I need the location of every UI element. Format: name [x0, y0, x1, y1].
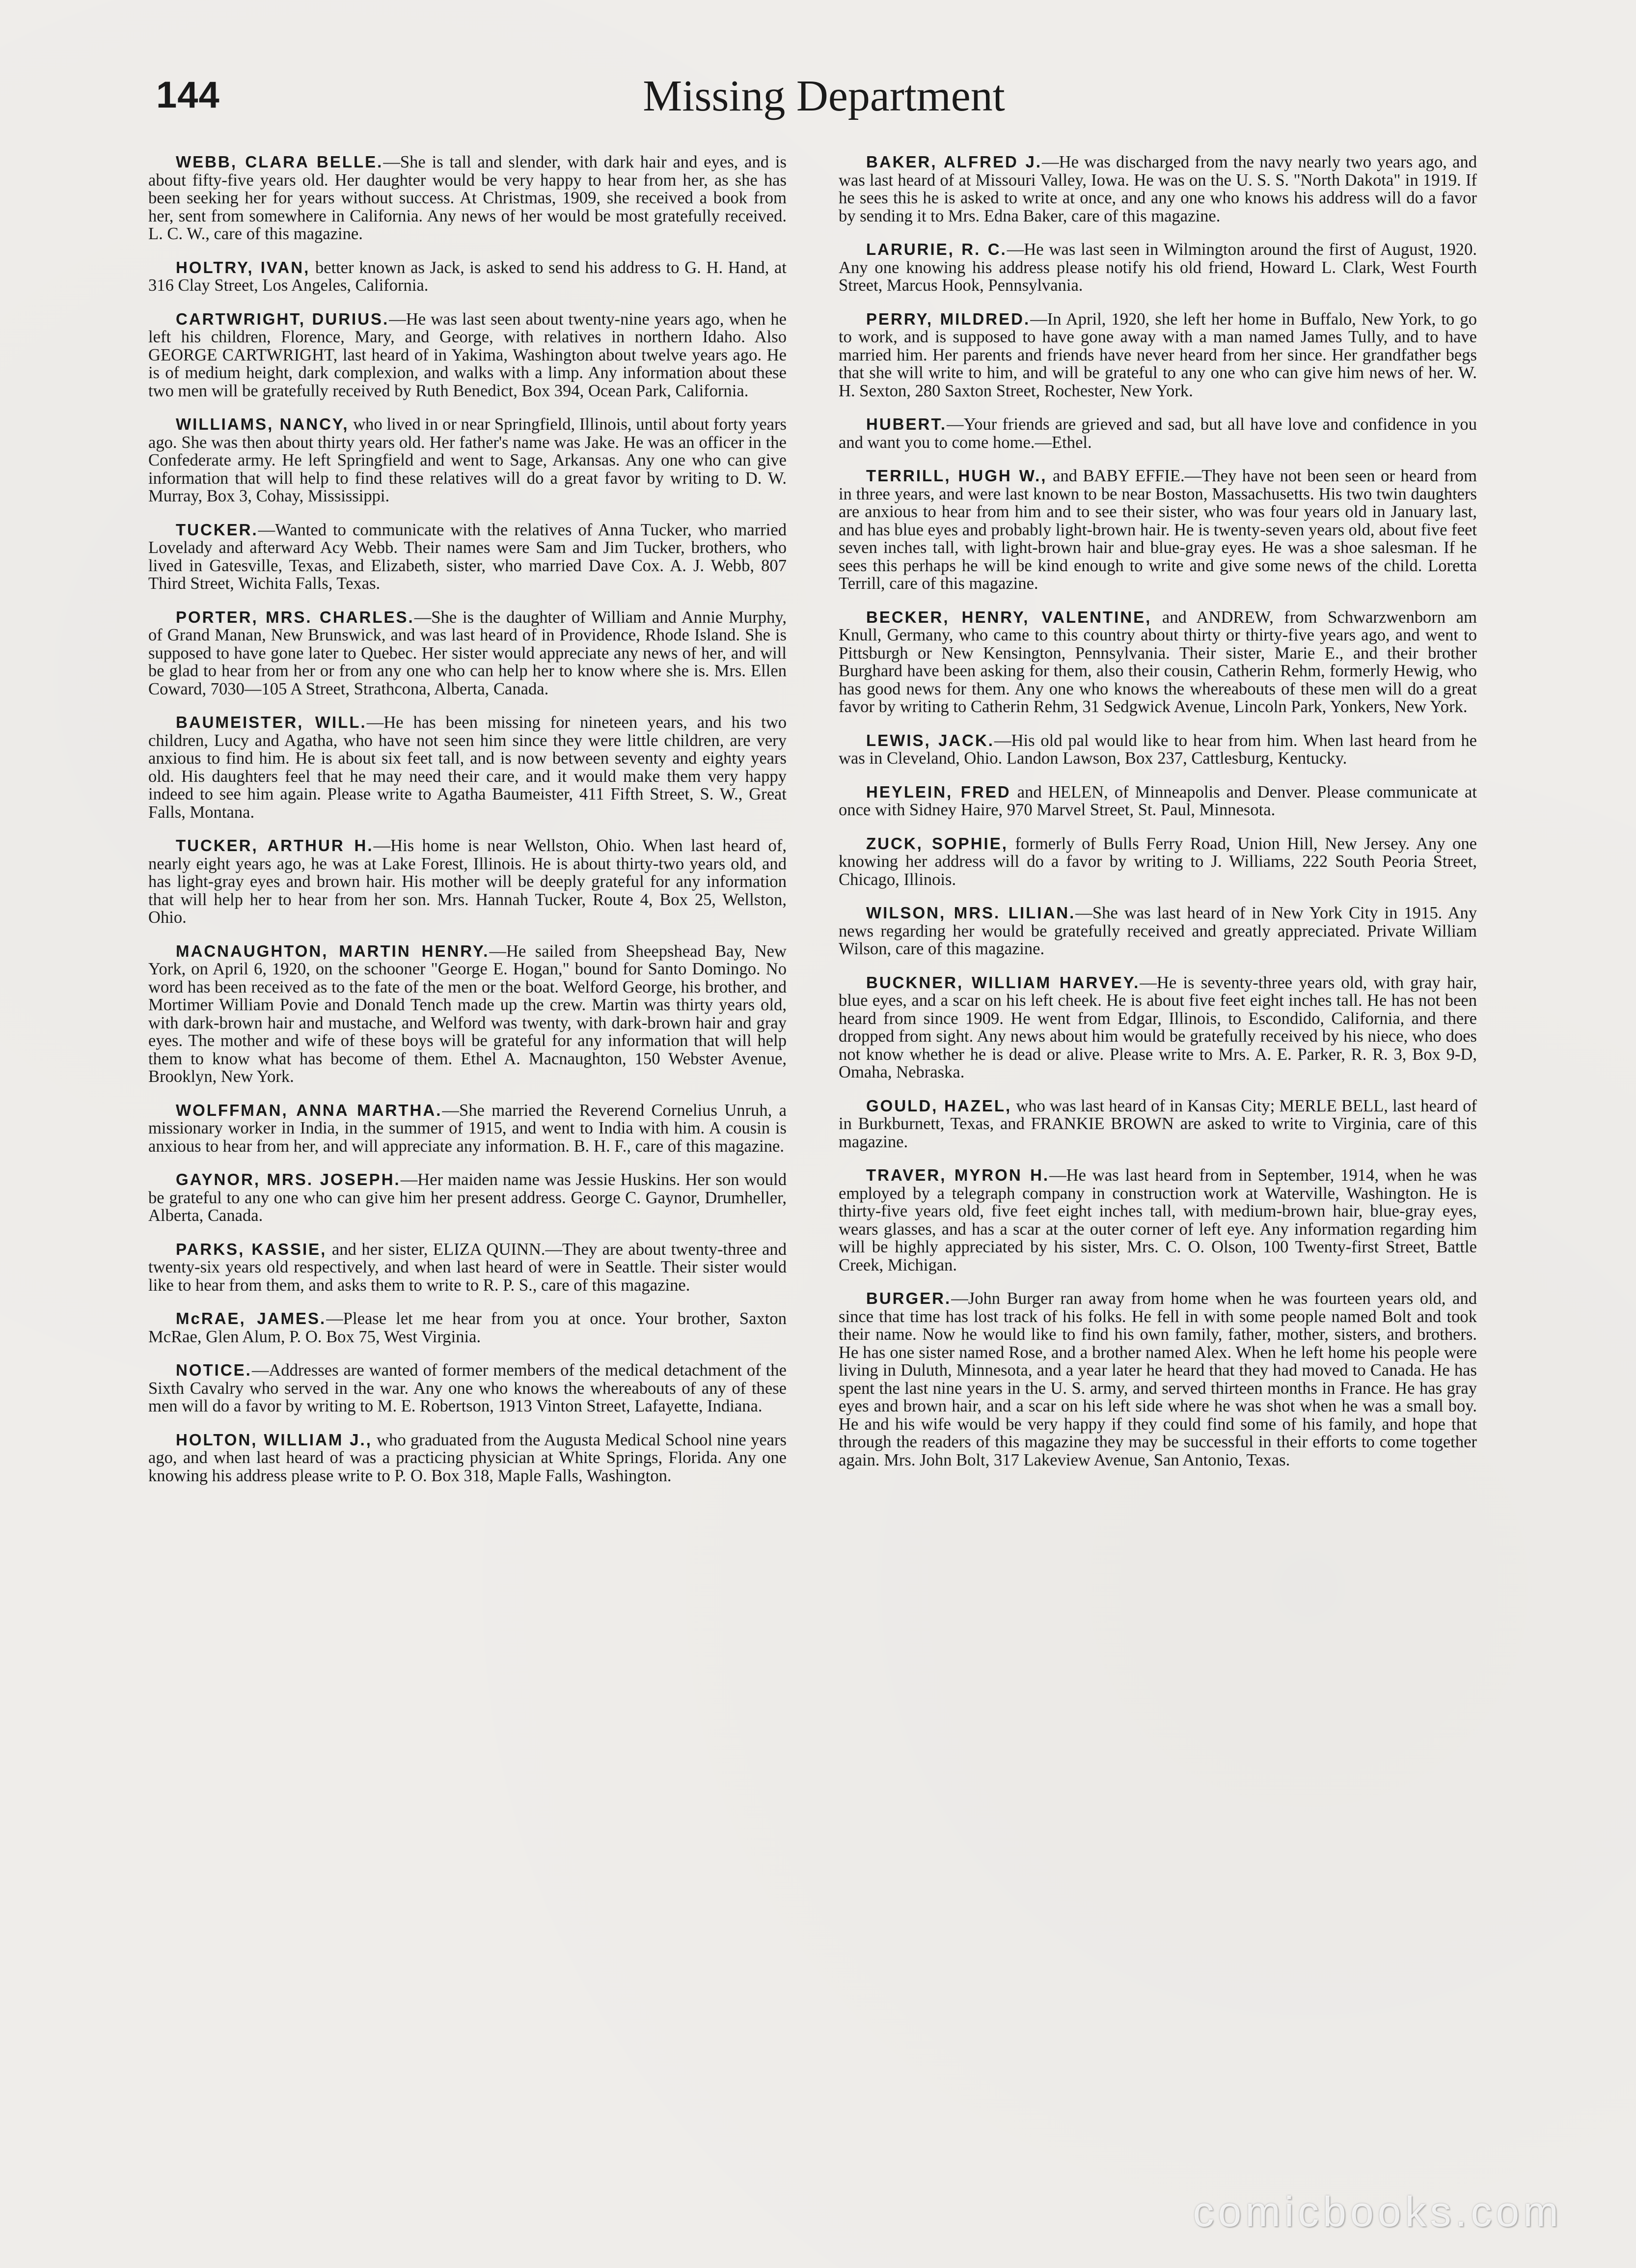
entry-name: WILSON, MRS. LILIAN.	[866, 904, 1076, 922]
entry-text: —He was discharged from the navy nearly two years ago, and was last heard of at Missouri Valley, Iowa. He was on the U. S. S. "North Dakota" in 1919. If he sees this he is asked to write at once, and any one who knows his address will do a favor by sending it to Mrs. Edna Baker, care of this magazine.	[839, 153, 1477, 225]
entry-text: —He was last seen in Wilmington around the first of August, 1920. Any one knowing his address please notify his old friend, Howard L. Clark, West Fourth Street, Marcus Hook, Pennsylvania.	[839, 240, 1477, 295]
notice-entry	[148, 714, 787, 821]
entry-text: —His old pal would like to hear from him. When last heard from he was in Cleveland, Ohio. Landon Lawson, Box 237, Cattlesburg, Kentucky.	[839, 731, 1477, 768]
entry-name: HEYLEIN, FRED	[866, 782, 1011, 801]
notice-entry	[148, 259, 787, 295]
entry-name: WILLIAMS, NANCY,	[176, 415, 349, 433]
notice-entry	[839, 904, 1477, 958]
entry-text: —He has been missing for nineteen years, and his two children, Lucy and Agatha, who have not seen him since they were little children, are very anxious to find him. He is about six feet tall, and is now between seventy and eighty years old. His daughters feel that he may need their care, and it would make them very happy indeed to see him again. Please write to Agatha Baumeister, 411 Fifth Street, S. W., Great Falls, Montana.	[148, 713, 787, 822]
entry-name: WEBB, CLARA BELLE.	[176, 153, 383, 171]
notice-entry	[839, 153, 1477, 225]
notice-entry	[148, 608, 787, 698]
notice-entry	[839, 1290, 1477, 1469]
entry-text: —She married the Reverend Cornelius Unruh, a missionary worker in India, in the summer of 1915, and went to India with him. A cousin is anxious to hear from her, and will appreciate any information. B. H. F., care of this magazine.	[148, 1101, 787, 1156]
notice-entry	[148, 310, 787, 400]
entry-name: HOLTRY, IVAN,	[176, 258, 310, 277]
entry-text: and BABY EFFIE.—They have not been seen or heard from in three years, and were last known to be near Boston, Massachusetts. His two twin daughters are anxious to hear from him and to see their sister, who was four years old in January last, and has blue eyes and probably light-brown hair. He is twenty-seven years old, about five feet seven inches tall, with light-brown hair and blue-gray eyes. He was a shoe salesman. If he sees this perhaps he will be kind enough to write and give some news of the child. Loretta Terrill, care of this magazine.	[839, 467, 1477, 593]
entry-name: HUBERT.	[866, 415, 947, 433]
page-header	[156, 74, 1492, 133]
entry-name: LEWIS, JACK.	[866, 731, 994, 749]
notice-entry	[148, 1310, 787, 1346]
entry-name: BAUMEISTER, WILL.	[176, 713, 367, 731]
page-number: 144	[156, 74, 220, 116]
notice-entry	[148, 1171, 787, 1225]
entry-text: —Her maiden name was Jessie Huskins. Her son would be grateful to any one who can give him her present address. George C. Gaynor, Drumheller, Alberta, Canada.	[148, 1170, 787, 1225]
entry-text: —John Burger ran away from home when he was fourteen years old, and since that time has lost track of his folks. He fell in with some people named Bolt and took their name. Now he would like to find his own family, father, mother, sisters, and brothers. He has one sister named Rose, and a brother named Alex. When he left home his people were living in Duluth, Minnesota, and a year later he heard that they had moved to Canada. He has spent the last nine years in the U. S. army, and served thirteen months in France. He has gray eyes and brown hair, and a scar on his left side where he was shot when he was a small boy. He and his wife would be very happy if they could find some of his family, and hope that through the readers of this magazine they may be successful in their efforts to come together again. Mrs. John Bolt, 317 Lakeview Avenue, San Antonio, Texas.	[839, 1289, 1477, 1469]
entry-name: BURGER.	[866, 1289, 952, 1307]
entry-name: NOTICE.	[176, 1361, 252, 1379]
entry-name: TUCKER.	[176, 520, 258, 539]
entry-name: WOLFFMAN, ANNA MARTHA.	[176, 1101, 442, 1119]
left-column	[148, 153, 787, 1500]
entry-text: —Your friends are grieved and sad, but all have love and confidence in you and want you to come home.—Ethel.	[839, 415, 1477, 452]
entry-text: —He was last heard from in September, 1914, when he was employed by a telegraph company in construction work at Waterville, Washington. He is thirty-five years old, five feet eight inches tall, with medium-brown hair, blue-gray eyes, wears glasses, and has a scar at the outer corner of left eye. Any information regarding him will be highly appreciated by his sister, Mrs. C. O. Olson, 100 Twenty-first Street, Battle Creek, Michigan.	[839, 1166, 1477, 1274]
entry-name: LARURIE, R. C.	[866, 240, 1007, 258]
entry-name: PARKS, KASSIE,	[176, 1240, 327, 1258]
notice-entry	[839, 835, 1477, 889]
notice-entry	[839, 732, 1477, 768]
entry-name: McRAE, JAMES.	[176, 1309, 327, 1328]
notice-entry	[148, 521, 787, 593]
notice-entry	[839, 783, 1477, 819]
entry-text: —He was last seen about twenty-nine years ago, when he left his children, Florence, Mary, and George, with relatives in northern Idaho. Also GEORGE CARTWRIGHT, last heard of in Yakima, Washington about twelve years ago. He is of medium height, dark complexion, and walks with a limp. Any information about these two men will be gratefully received by Ruth Benedict, Box 394, Ocean Park, California.	[148, 309, 787, 400]
notice-entry	[839, 467, 1477, 593]
running-title: Missing Department	[643, 72, 1005, 120]
entry-name: GOULD, HAZEL,	[866, 1096, 1012, 1115]
entry-text: who lived in or near Springfield, Illinois, until about forty years ago. She was then about thirty years old. Her father's name was Jake. He was an officer in the Confederate army. He left Springfield and went to Sage, Arkansas. Any one who can give information that will help to find these relatives will do a great favor by writing to D. W. Murray, Box 3, Cohay, Mississippi.	[148, 415, 787, 505]
right-column	[839, 153, 1477, 1485]
notice-entry	[839, 608, 1477, 716]
entry-text: better known as Jack, is asked to send his address to G. H. Hand, at 316 Clay Street, Los Angeles, California.	[148, 258, 787, 295]
entry-text: —She is tall and slender, with dark hair and eyes, and is about fifty-five years old. Her daughter would be very happy to hear from her, as she has been seeking her for years without success. At Christmas, 1909, she received a book from her, sent from somewhere in California. Any news of her would be most gratefully received. L. C. W., care of this magazine.	[148, 153, 787, 243]
entry-name: BAKER, ALFRED J.	[866, 153, 1042, 171]
entry-text: —Please let me hear from you at once. Your brother, Saxton McRae, Glen Alum, P. O. Box 75, West Virginia.	[148, 1309, 787, 1346]
entry-text: and her sister, ELIZA QUINN.—They are about twenty-three and twenty-six years old respectively, and when last heard of were in Seattle. Their sister would like to hear from them, and asks them to write to R. P. S., care of this magazine.	[148, 1240, 787, 1295]
entry-name: TERRILL, HUGH W.,	[866, 467, 1047, 485]
entry-text: —Addresses are wanted of former members of the medical detachment of the Sixth Cavalry who served in the war. Any one who knows the whereabouts of any of these men will do a favor by writing to M. E. Robertson, 1913 Vinton Street, Lafayette, Indiana.	[148, 1361, 787, 1415]
notice-entry	[148, 153, 787, 243]
notice-entry	[148, 1361, 787, 1415]
entry-text: who graduated from the Augusta Medical School nine years ago, and when last heard of was a practicing physician at White Springs, Florida. Any one knowing his address please write to P. O. Box 318, Maple Falls, Washington.	[148, 1430, 787, 1485]
notice-entry	[839, 241, 1477, 295]
notice-entry	[839, 415, 1477, 451]
notice-entry	[148, 837, 787, 927]
entry-text: —She is the daughter of William and Annie Murphy, of Grand Manan, New Brunswick, and was last heard of in Providence, Rhode Island. She is supposed to have gone later to Quebec. Her sister would appreciate any news of her, and will be glad to hear from her or from any one who can help her to know where she is. Mrs. Ellen Coward, 7030—105 A Street, Strathcona, Alberta, Canada.	[148, 608, 787, 698]
entry-text: and ANDREW, from Schwarzwenborn am Knull, Germany, who came to this country about thirty or thirty-five years ago, and went to Pittsburgh or New Kensington, Pennsylvania. Their sister, Marie E., and their brother Burghard have been asking for them, also their cousin, Catherin Rehm, formerly Hewig, who has good news for them. Any one who knows the whereabouts of these men will do a great favor by writing to Catherin Rehm, 31 Sedgwick Avenue, Lincoln Park, Yonkers, New York.	[839, 608, 1477, 716]
notice-entry	[148, 1431, 787, 1485]
notice-entry	[839, 310, 1477, 400]
notice-entry	[148, 1241, 787, 1295]
notice-entry	[148, 942, 787, 1086]
entry-name: HOLTON, WILLIAM J.,	[176, 1430, 372, 1449]
entry-text: formerly of Bulls Ferry Road, Union Hill, New Jersey. Any one knowing her address will do a favor by writing to J. Williams, 222 South Peoria Street, Chicago, Illinois.	[839, 834, 1477, 889]
entry-name: GAYNOR, MRS. JOSEPH.	[176, 1170, 401, 1189]
entry-text: —He is seventy-three years old, with gray hair, blue eyes, and a scar on his left cheek. He is about five feet eight inches tall. He has not been heard from since 1909. He went from Edgar, Illinois, to Escondido, California, and there dropped from sight. Any news about him would be gratefully received by his niece, who does not know whether he is dead or alive. Please write to Mrs. A. E. Parker, R. R. 3, Box 9-D, Omaha, Nebraska.	[839, 973, 1477, 1081]
entry-name: BUCKNER, WILLIAM HARVEY.	[866, 973, 1140, 992]
entry-text: and HELEN, of Minneapolis and Denver. Please communicate at once with Sidney Haire, 970 Marvel Street, St. Paul, Minnesota.	[839, 782, 1477, 819]
entry-text: —Wanted to communicate with the relatives of Anna Tucker, who married Lovelady and afterward Acy Webb. Their names were Sam and Jim Tucker, brothers, who lived in Gatesville, Texas, and Elizabeth, sister, who married Dave Cox. A. J. Webb, 807 Third Street, Wichita Falls, Texas.	[148, 520, 787, 593]
notice-entry	[839, 1166, 1477, 1274]
watermark: comicbooks.com	[1193, 2188, 1562, 2236]
entry-name: TRAVER, MYRON H.	[866, 1166, 1050, 1184]
entry-name: BECKER, HENRY, VALENTINE,	[866, 608, 1152, 626]
entry-text: —In April, 1920, she left her home in Buffalo, New York, to go to work, and is supposed to have gone away with a man named James Tully, and to have married him. Her parents and friends have never heard from her since. Her grandfather begs that she will write to him, and will be grateful to any one who can give him news of her. W. H. Sexton, 280 Saxton Street, Rochester, New York.	[839, 309, 1477, 400]
notice-entry	[839, 1097, 1477, 1151]
entry-name: TUCKER, ARTHUR H.	[176, 836, 374, 855]
entry-text: —She was last heard of in New York City in 1915. Any news regarding her would be gratefully received and greatly appreciated. Private William Wilson, care of this magazine.	[839, 904, 1477, 958]
notice-entry	[839, 974, 1477, 1081]
entry-text: —His home is near Wellston, Ohio. When last heard of, nearly eight years ago, he was at Lake Forest, Illinois. He is about thirty-two years old, and has light-gray eyes and brown hair. His mother will be deeply grateful for any information that will help her to hear from her son. Mrs. Hannah Tucker, Route 4, Box 25, Wellston, Ohio.	[148, 836, 787, 927]
entry-name: CARTWRIGHT, DURIUS.	[176, 309, 389, 328]
entry-text: —He sailed from Sheepshead Bay, New York, on April 6, 1920, on the schooner "George E. Hogan," bound for Santo Domingo. No word has been received as to the fate of the men or the boat. Welford George, his brother, and Mortimer William Povie and Donald Tench made up the crew. Martin was thirty years old, with dark-brown hair and mustache, and Welford was twenty, with dark-brown hair and gray eyes. The mother and wife of these boys will be grateful for any information that will help them to know what has become of them. Ethel A. Macnaughton, 150 Webster Avenue, Brooklyn, New York.	[148, 941, 787, 1086]
notice-entry	[148, 1102, 787, 1156]
entry-name: PERRY, MILDRED.	[866, 309, 1031, 328]
notice-entry	[148, 415, 787, 505]
entry-name: PORTER, MRS. CHARLES.	[176, 608, 414, 626]
entry-name: MACNAUGHTON, MARTIN HENRY.	[176, 941, 490, 960]
entry-name: ZUCK, SOPHIE,	[866, 834, 1008, 853]
entry-text: who was last heard of in Kansas City; MERLE BELL, last heard of in Burkburnett, Texas, and FRANKIE BROWN are asked to write to Virginia, care of this magazine.	[839, 1096, 1477, 1151]
